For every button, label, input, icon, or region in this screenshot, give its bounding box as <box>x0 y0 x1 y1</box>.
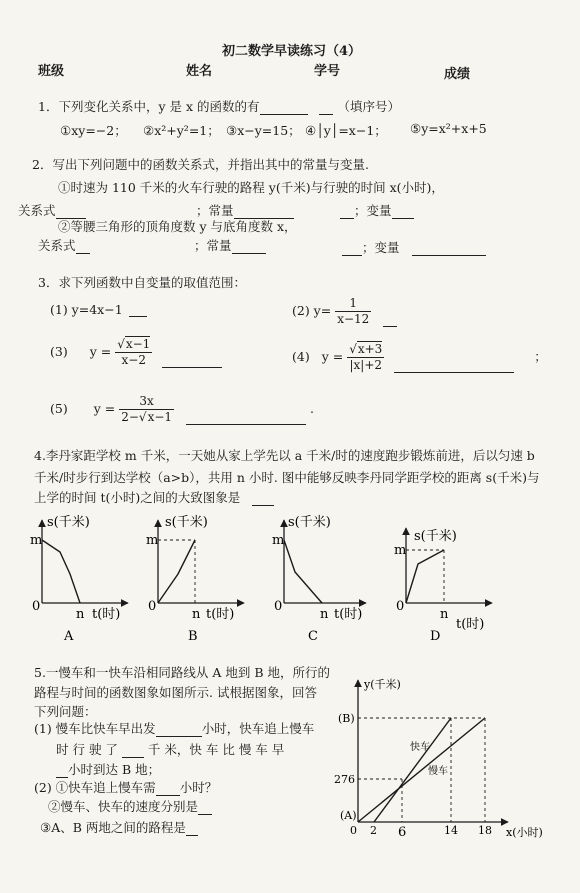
q3-item-4-numerator: √x+3 <box>349 342 383 356</box>
q2-variable-label-2: ；变量 <box>362 240 400 255</box>
graph-b-s-label: s(千米) <box>165 515 208 530</box>
graph-c-s-label: s(千米) <box>288 515 331 530</box>
q2-variable-pre-blank[interactable] <box>340 206 354 219</box>
q2-variable-1 <box>340 201 414 219</box>
q4-graph-d <box>394 528 492 644</box>
q2-variable-label: ；变量 <box>354 203 392 218</box>
q2-variable-blank[interactable] <box>392 206 414 219</box>
graph-a-m: m <box>30 533 43 548</box>
q5-origin: 0 <box>350 824 357 837</box>
q5-sub-1b-text: 小时，快车追上慢车 <box>201 721 315 736</box>
q5-sub-1e <box>56 760 160 778</box>
q5-line-3: 下列问题： <box>34 704 97 719</box>
q1-hint: （填序号） <box>337 99 400 114</box>
graph-d-m: m <box>394 543 407 558</box>
graph-d-label: D <box>430 629 441 644</box>
q1-option-3: ③x−y=15； <box>226 123 301 138</box>
q3-item-4-y: y = <box>321 349 344 364</box>
q1-option-4: ④│y│=x−1； <box>305 123 387 138</box>
q1-stem-text: 1．下列变化关系中，y 是 x 的函数的有 <box>38 99 260 114</box>
q5-sub-1c <box>56 740 284 758</box>
q3-item-3-fraction <box>115 337 152 368</box>
q2-constant-2 <box>194 236 266 254</box>
q5-sub-1e-text: 小时到达 B 地； <box>68 762 161 777</box>
q3-item-3-numerator: √x−1 <box>117 337 151 351</box>
graph-d-curve <box>406 550 444 603</box>
q3-item-3-blank[interactable] <box>162 355 222 368</box>
class-label: 班级 <box>38 64 65 79</box>
graph-b-label: B <box>188 629 198 644</box>
q3-item-5 <box>50 394 314 425</box>
q3-item-2-fraction <box>335 296 371 327</box>
q1-option-1: ①xy=−2； <box>60 123 127 138</box>
q5-b-label: (B) <box>338 712 355 725</box>
q2-constant-blank-2[interactable] <box>232 241 266 254</box>
q3-item-2-label: (2) y= <box>292 303 332 318</box>
graph-d-n: n <box>440 607 449 622</box>
q2-relation-2 <box>38 236 90 254</box>
q3-item-3-denominator: x−2 <box>121 353 146 367</box>
q3-item-5-denominator: 2−√x−1 <box>121 410 173 424</box>
q5-sub-1a-text: (1) 慢车比快车早出发 <box>34 721 156 736</box>
q5-sub-2a <box>34 778 217 796</box>
q5-x-axis-label: x(小时) <box>506 826 543 839</box>
q2-relation-label-2: 关系式 <box>38 238 76 253</box>
q3-item-4-fraction <box>347 342 384 373</box>
q3-item-5-end: . <box>310 401 314 416</box>
q2-part2: ②等腰三角形的顶角度数 y 与底角度数 x， <box>58 219 297 234</box>
q3-item-1 <box>50 302 147 317</box>
graph-c-n: n <box>320 607 329 622</box>
q1-answer-blank-2[interactable] <box>319 102 333 115</box>
q5-y-axis-label: y(千米) <box>364 678 401 691</box>
q3-item-5-radicand: x−1 <box>147 410 173 424</box>
q1-option-5: ⑤y=x²+x+5 <box>410 121 487 136</box>
q5-fast-car-label: 快车 <box>410 742 430 753</box>
score-label: 成绩 <box>444 67 471 82</box>
q5-blank-speeds[interactable] <box>198 802 212 815</box>
q2-variable-blank-2[interactable] <box>412 243 486 256</box>
q5-blank-catch-up[interactable] <box>156 783 180 796</box>
q1-option-2: ②x²+y²=1； <box>143 123 220 138</box>
q2-constant-label-2: ；常量 <box>194 238 232 253</box>
q3-stem: 3．求下列函数中自变量的取值范围： <box>38 275 246 290</box>
q5-graph <box>330 670 570 845</box>
graph-d-s-label: s(千米) <box>414 529 457 544</box>
q2-relation-label: 关系式 <box>18 203 56 218</box>
worksheet-title: 初二数学早读练习（4） <box>222 44 362 59</box>
q5-sub-2d <box>40 818 198 836</box>
q5-276-label: 276 <box>334 773 355 786</box>
q3-item-5-numerator: 3x <box>119 394 174 410</box>
q1-stem <box>38 97 400 115</box>
graph-b-n: n <box>192 607 201 622</box>
q5-blank-early-arrive[interactable] <box>56 765 68 778</box>
q3-item-3-radicand: x−1 <box>125 337 151 351</box>
q2-constant-label: ；常量 <box>196 203 234 218</box>
q5-x6: 6 <box>398 825 407 840</box>
q4-graphs <box>0 500 580 650</box>
graph-c-label: C <box>308 629 318 644</box>
q5-sub-2c-text: ②慢车、快车的速度分别是 <box>48 799 199 814</box>
q5-sub-2b-text: 小时？ <box>179 780 218 795</box>
q3-item-3-y: y = <box>89 344 112 359</box>
q3-item-4-radicand: x+3 <box>357 342 383 356</box>
graph-c-m: m <box>272 533 285 548</box>
graph-d-origin: 0 <box>396 599 405 614</box>
q2-variable-pre-blank-2[interactable] <box>342 243 362 256</box>
graph-b-m: m <box>146 533 159 548</box>
graph-a-s-label: s(千米) <box>47 515 90 530</box>
q5-sub-1d-text: 千 米，快 车 比 慢 车 早 <box>147 742 285 757</box>
q3-item-4 <box>292 342 547 373</box>
q3-item-5-fraction <box>119 394 174 425</box>
q3-item-4-denominator: |x|+2 <box>349 358 383 372</box>
graph-c-origin: 0 <box>274 599 283 614</box>
graph-a-curve <box>42 540 80 603</box>
graph-c-curve <box>284 540 322 603</box>
q3-item-2-denominator: x−12 <box>337 312 370 326</box>
graph-a-origin: 0 <box>32 599 41 614</box>
q3-item-5-den-const: 2− <box>121 410 139 424</box>
q3-item-1-blank[interactable] <box>129 304 147 317</box>
graph-b-curve <box>158 540 195 603</box>
q5-sub-2d-text: ③A、B 两地之间的路程是 <box>40 820 186 835</box>
q3-item-3-label: (3) <box>50 344 68 359</box>
q3-item-5-label: (5) <box>50 401 68 416</box>
graph-b-origin: 0 <box>148 599 157 614</box>
student-id-label: 学号 <box>314 64 341 79</box>
q3-item-2-blank[interactable] <box>383 314 397 327</box>
graph-a-t-label: t(时) <box>92 607 121 622</box>
q3-item-4-blank[interactable] <box>394 360 514 373</box>
q2-part1: ①时速为 110 千米的火车行驶的路程 y(千米)与行驶的时间 x(小时)， <box>58 180 444 195</box>
q3-item-3 <box>50 337 222 368</box>
q5-sub-2a-text: (2) ①快车追上慢车需 <box>34 780 156 795</box>
q5-line-1: 5.一慢车和一快车沿相同路线从 A 地到 B 地，所行的 <box>34 665 331 680</box>
q3-item-5-blank[interactable] <box>186 412 306 425</box>
q5-slow-car-label: 慢车 <box>428 766 448 777</box>
q3-item-2 <box>292 296 397 327</box>
q5-a-label: (A) <box>340 809 357 822</box>
q5-blank-early-start[interactable] <box>156 724 202 737</box>
q3-item-1-expr: (1) y=4x−1 <box>50 302 123 317</box>
q2-variable-2 <box>342 238 486 256</box>
q5-x14: 14 <box>444 824 458 837</box>
q5-slow-car-line <box>358 718 485 822</box>
name-label: 姓名 <box>186 64 213 79</box>
graph-d-t-label: t(时) <box>456 617 485 632</box>
q5-sub-2c <box>48 797 212 815</box>
q2-relation-blank-2[interactable] <box>76 241 90 254</box>
q5-blank-distance[interactable] <box>122 745 144 758</box>
graph-c-t-label: t(时) <box>334 607 363 622</box>
q4-graph-a <box>30 514 128 644</box>
q2-stem: 2．写出下列问题中的函数关系式，并指出其中的常量与变量. <box>32 157 369 172</box>
graph-a-label: A <box>64 629 74 644</box>
q1-answer-blank[interactable] <box>260 102 308 115</box>
graph-a-n: n <box>76 607 85 622</box>
q3-item-4-label: (4) <box>292 349 310 364</box>
q5-sub-1c-text: 时 行 驶 了 <box>56 742 118 757</box>
q3-item-4-end: ； <box>534 349 547 364</box>
graph-b-t-label: t(时) <box>206 607 235 622</box>
q5-blank-distance-ab[interactable] <box>186 823 198 836</box>
q4-graph-b <box>146 514 244 644</box>
q5-line-2: 路程与时间的函数图象如图所示. 试根据图象，回答 <box>34 685 317 700</box>
q5-sub-1a <box>34 719 314 737</box>
q4-line-3-text: 上学的时间 t(小时)之间的大致图象是 <box>34 490 241 505</box>
q4-graph-c <box>272 514 366 644</box>
q4-line-2: 千米/时步行到达学校（a>b），共用 n 小时. 图中能够反映李丹同学距学校的距离 s(千米)与 <box>34 470 540 485</box>
q3-item-2-numerator: 1 <box>335 296 371 312</box>
q3-item-5-y: y = <box>93 401 116 416</box>
q4-line-1: 4.李丹家距学校 m 千米，一天她从家上学先以 a 千米/时的速度跑步锻炼前进，后以匀速 b <box>34 448 535 463</box>
q5-x18: 18 <box>478 824 492 837</box>
q5-x2: 2 <box>370 824 377 837</box>
